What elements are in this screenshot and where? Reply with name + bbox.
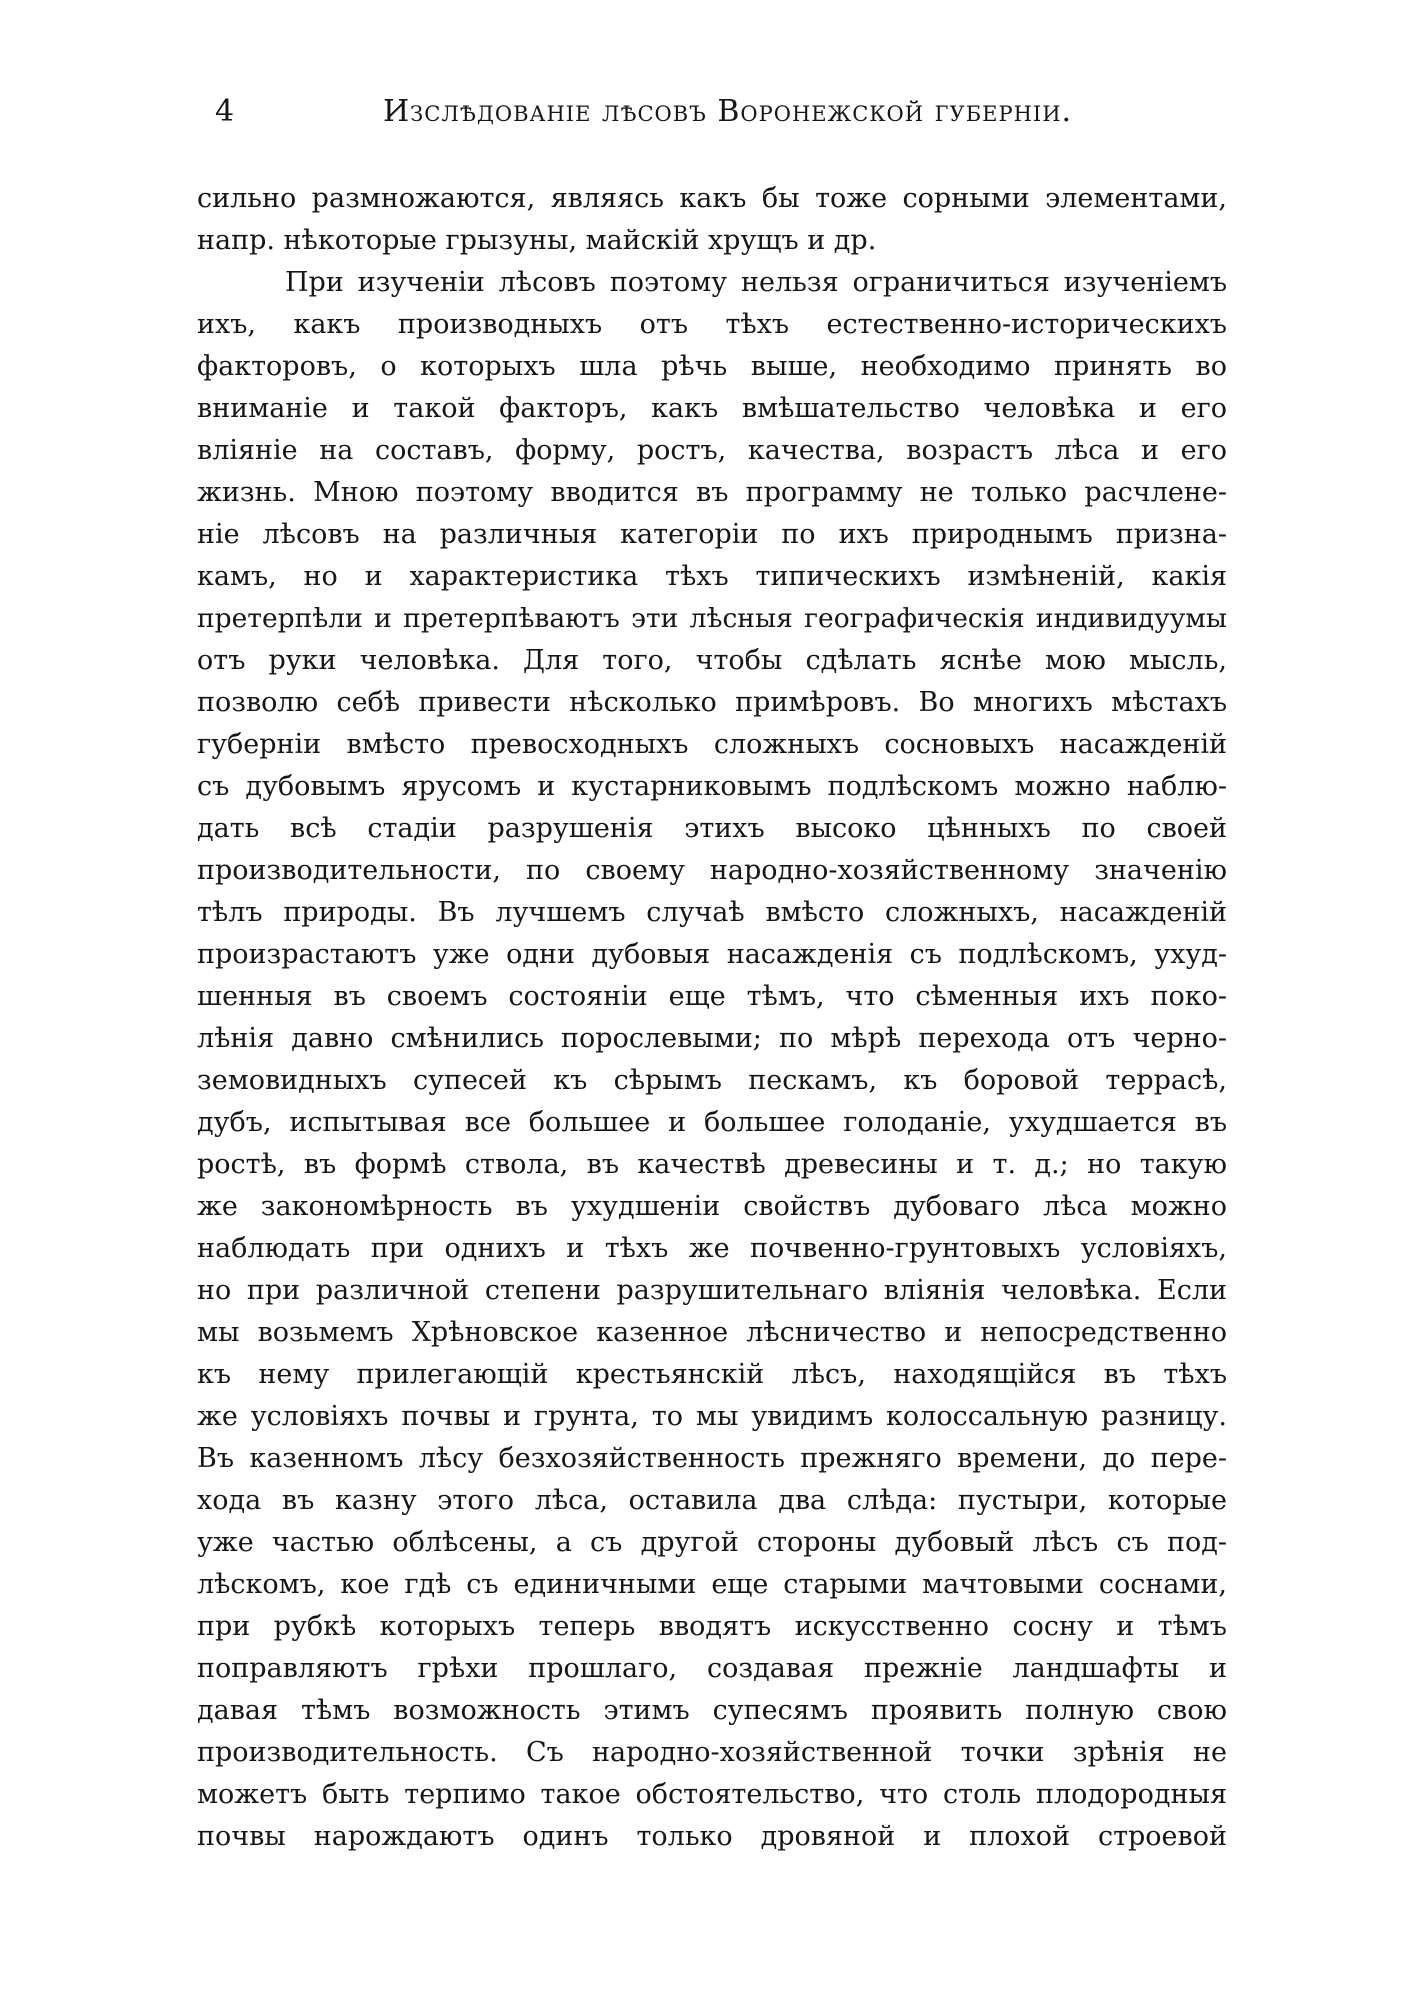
text-line: дубъ, испытывая все большее и большее голоданіе, ухудшается въ — [197, 1107, 1227, 1138]
text-line: отъ руки человѣка. Для того, чтобы сдѣлать яснѣе мою мысль, — [197, 645, 1227, 676]
text-line: произрастаютъ уже одни дубовыя насажденія съ подлѣскомъ, ухуд- — [197, 939, 1227, 970]
text-line: шенныя въ своемъ состояніи еще тѣмъ, что сѣменныя ихъ поко- — [197, 981, 1227, 1012]
body-text — [197, 178, 1227, 1858]
text-line: же условіяхъ почвы и грунта, то мы увидимъ колоссальную разницу. — [197, 1401, 1227, 1432]
text-line: дать всѣ стадіи разрушенія этихъ высоко цѣнныхъ по своей — [197, 813, 1227, 844]
text-line: поправляютъ грѣхи прошлаго, создавая прежніе ландшафты и — [197, 1653, 1227, 1684]
text-line: факторовъ, о которыхъ шла рѣчь выше, необходимо принять во — [197, 351, 1227, 382]
text-line: претерпѣли и претерпѣваютъ эти лѣсныя географическія индивидуумы — [197, 603, 1227, 634]
text-line: уже частью облѣсены, а съ другой стороны дубовый лѣсъ съ под- — [197, 1527, 1227, 1558]
text-line: ніе лѣсовъ на различныя категоріи по ихъ природнымъ призна- — [197, 519, 1227, 550]
text-line: жизнь. Мною поэтому вводится въ программу не только расчлене- — [197, 477, 1227, 508]
text-line: ростѣ, въ формѣ ствола, въ качествѣ древесины и т. д.; но такую — [197, 1149, 1227, 1180]
text-line: производительности, по своему народно-хозяйственному значенію — [197, 855, 1227, 886]
page-number: 4 — [215, 94, 235, 129]
text-line: ихъ, какъ производныхъ отъ тѣхъ естественно-историческихъ — [197, 309, 1227, 340]
text-line: давая тѣмъ возможность этимъ супесямъ проявить полную свою — [197, 1695, 1227, 1726]
text-line: лѣнія давно смѣнились порослевыми; по мѣрѣ перехода отъ черно- — [197, 1023, 1227, 1054]
text-line: же закономѣрность въ ухудшеніи свойствъ дубоваго лѣса можно — [197, 1191, 1227, 1222]
text-line: губерніи вмѣсто превосходныхъ сложныхъ сосновыхъ насажденій — [197, 729, 1227, 760]
text-line: лѣскомъ, кое гдѣ съ единичными еще старыми мачтовыми соснами, — [197, 1569, 1227, 1600]
text-line: камъ, но и характеристика тѣхъ типическихъ измѣненій, какія — [197, 561, 1227, 592]
text-line: хода въ казну этого лѣса, оставила два слѣда: пустыри, которые — [197, 1485, 1227, 1516]
paragraph-first-line: При изученіи лѣсовъ поэтому нельзя ограничиться изученіемъ — [285, 267, 1227, 298]
text-line: напр. нѣкоторые грызуны, майскій хрущъ и др. — [197, 225, 877, 256]
text-line: почвы нарождаютъ одинъ только дровяной и плохой строевой — [197, 1821, 1227, 1852]
text-line: земовидныхъ супесей къ сѣрымъ пескамъ, къ боровой террасѣ, — [197, 1065, 1227, 1096]
text-line: вниманіе и такой факторъ, какъ вмѣшательство человѣка и его — [197, 393, 1227, 424]
text-line: Въ казенномъ лѣсу безхозяйственность прежняго времени, до пере- — [197, 1443, 1227, 1474]
running-header — [0, 92, 1404, 142]
text-line: но при различной степени разрушительнаго вліянія человѣка. Если — [197, 1275, 1227, 1306]
text-line: сильно размножаются, являясь какъ бы тоже сорными элементами, — [197, 183, 1227, 214]
text-line: къ нему прилегающій крестьянскій лѣсъ, находящійся въ тѣхъ — [197, 1359, 1227, 1390]
text-line: мы возьмемъ Хрѣновское казенное лѣсничество и непосредственно — [197, 1317, 1227, 1348]
text-line: производительность. Съ народно-хозяйственной точки зрѣнія не — [197, 1737, 1227, 1768]
text-line: при рубкѣ которыхъ теперь вводятъ искусственно сосну и тѣмъ — [197, 1611, 1227, 1642]
running-title: Изслѣдованіе лѣсовъ Воронежской губерніи. — [383, 94, 1073, 129]
text-line: можетъ быть терпимо такое обстоятельство, что столь плодородныя — [197, 1779, 1227, 1810]
text-line: позволю себѣ привести нѣсколько примѣровъ. Во многихъ мѣстахъ — [197, 687, 1227, 718]
text-line: тѣлъ природы. Въ лучшемъ случаѣ вмѣсто сложныхъ, насажденій — [197, 897, 1227, 928]
text-line: наблюдать при однихъ и тѣхъ же почвенно-грунтовыхъ условіяхъ, — [197, 1233, 1227, 1264]
text-line: съ дубовымъ ярусомъ и кустарниковымъ подлѣскомъ можно наблю- — [197, 771, 1227, 802]
text-line: вліяніе на составъ, форму, ростъ, качества, возрастъ лѣса и его — [197, 435, 1227, 466]
